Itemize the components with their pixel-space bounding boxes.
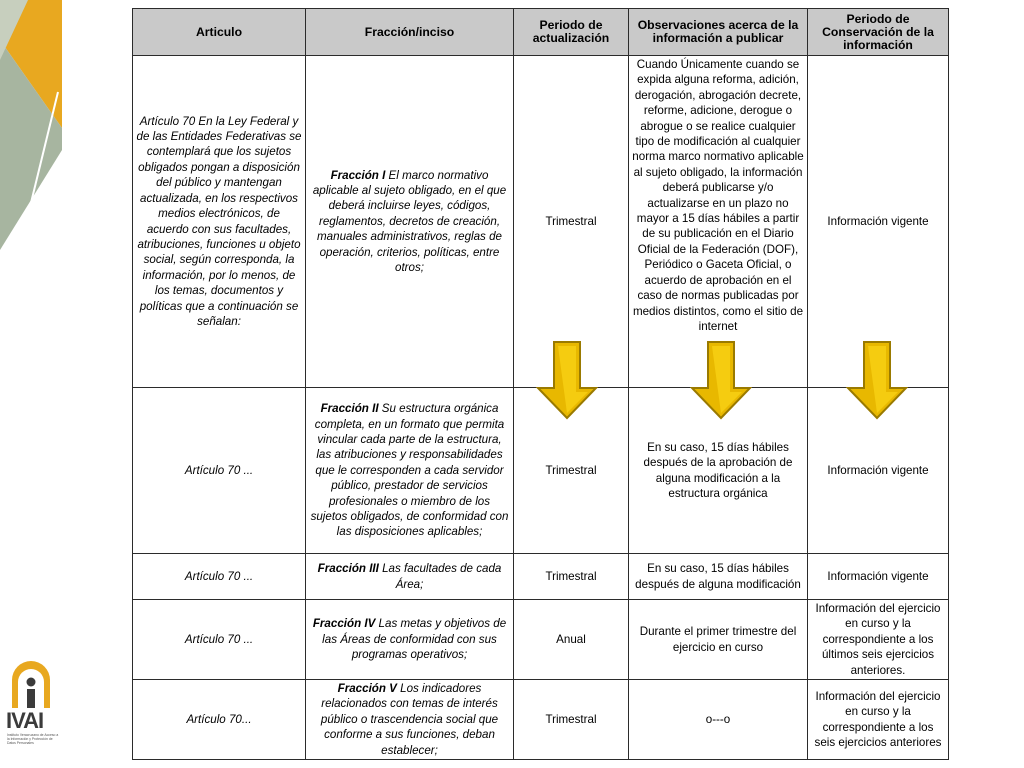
observaciones-text: Cuando Únicamente cuando se expida alguna reforma, adición, derogación, abrogación decrete, reforme, adicione, derogue o abrogue o se realice cualquier tipo de modificación al cualquier norma marco normativo aplicable al sujeto obligado, la información deberá publicarse y/o actualizarse en un plazo no mayor a 15 días hábiles a partir de su publicación en el Diario Oficial de la Federación (DOF), Periódico o Gaceta Oficial, o acuerdo de aprobación en el caso de normas publicadas por medios distintos, como el sitio de internet <box>632 58 804 333</box>
header-observaciones: Observaciones acerca de la información a publicar <box>629 9 808 56</box>
down-arrow-icon <box>690 340 752 420</box>
table-row <box>133 600 949 680</box>
table-row <box>133 56 949 388</box>
fraccion-label: Fracción I <box>330 168 386 182</box>
header-periodo-actualizacion: Periodo de actualización <box>514 9 629 56</box>
cell-conservacion: Información del ejercicio en curso y la correspondiente a los seis ejercicios anteriores <box>808 680 949 760</box>
fraccion-text: Las metas y objetivos de las Áreas de conformidad con sus programas operativos; <box>322 617 507 662</box>
cell-conservacion: Información del ejercicio en curso y la correspondiente a los últimos seis ejercicios anteriores. <box>808 600 949 680</box>
cell-periodo: Anual <box>514 600 629 680</box>
header-articulo: Articulo <box>133 9 306 56</box>
down-arrow-icon <box>846 340 908 420</box>
cell-articulo: Artículo 70 ... <box>133 600 306 680</box>
header-fraccion: Fracción/inciso <box>306 9 514 56</box>
cell-conservacion: Información vigente <box>808 56 949 388</box>
cell-fraccion <box>306 388 514 554</box>
cell-articulo: Artículo 70 En la Ley Federal y de las Entidades Federativas se contemplará que los sujetos obligados pongan a disposición del público y mantengan actualizada, en los respectivos medios electrónicos, de acuerdo con sus facultades, atribuciones, funciones u objeto social, según corresponda, la información, por lo menos, de los temas, documentos y políticas que a continuación se señalan: <box>133 56 306 388</box>
fraccion-text: Su estructura orgánica completa, en un formato que permita vincular cada parte de la estructura, las atribuciones y responsabilidades que le corresponden a cada servidor público, prestador de servicios profesionales o miembro de los sujetos obligados, de conformidad con las disposiciones aplicables; <box>310 402 509 539</box>
fraccion-text: El marco normativo aplicable al sujeto obligado, en el que deberá incluirse leyes, códigos, reglamentos, decretos de creación, manuales administrativos, reglas de operación, criterios, políticas, entre otros; <box>312 168 507 275</box>
cell-periodo: Trimestral <box>514 388 629 554</box>
cell-fraccion <box>306 600 514 680</box>
cell-fraccion <box>306 680 514 760</box>
logo-wordmark: IVAI <box>6 708 44 733</box>
fraccion-text: Los indicadores relacionados con temas de interés público o trascendencia social que conforme a sus funciones, deban establecer; <box>320 682 499 757</box>
fraccion-label: Fracción IV <box>312 617 376 631</box>
fraccion-label: Fracción III <box>317 562 379 576</box>
fraccion-text: Las facultades de cada Área; <box>378 562 502 591</box>
cell-observaciones: Durante el primer trimestre del ejercicio en curso <box>629 600 808 680</box>
header-periodo-conservacion: Periodo de Conservación de la información <box>808 9 949 56</box>
cell-periodo: Trimestral <box>514 554 629 600</box>
cell-fraccion <box>306 56 514 388</box>
cell-observaciones: En su caso, 15 días hábiles después de alguna modificación <box>629 554 808 600</box>
table-header-row <box>133 9 949 56</box>
decorative-side-band <box>0 0 62 768</box>
cell-periodo: Trimestral <box>514 56 629 388</box>
table-row <box>133 680 949 760</box>
cell-articulo: Artículo 70 ... <box>133 388 306 554</box>
cell-articulo: Artículo 70... <box>133 680 306 760</box>
table-row <box>133 554 949 600</box>
cell-conservacion: Información vigente <box>808 388 949 554</box>
logo-caption: Instituto Veracruzano de Acceso a la Información y Protección de Datos Personales <box>7 733 59 745</box>
cell-observaciones: En su caso, 15 días hábiles después de la aprobación de alguna modificación a la estructura orgánica <box>629 388 808 554</box>
cell-fraccion <box>306 554 514 600</box>
cell-observaciones: o---o <box>629 680 808 760</box>
cell-conservacion: Información vigente <box>808 554 949 600</box>
fraccion-label: Fracción II <box>320 402 379 416</box>
cell-periodo: Trimestral <box>514 680 629 760</box>
ivai-logo-icon <box>6 656 56 708</box>
down-arrow-icon <box>536 340 598 420</box>
cell-observaciones <box>629 56 808 388</box>
cell-articulo: Artículo 70 ... <box>133 554 306 600</box>
fraccion-label: Fracción V <box>337 682 397 696</box>
